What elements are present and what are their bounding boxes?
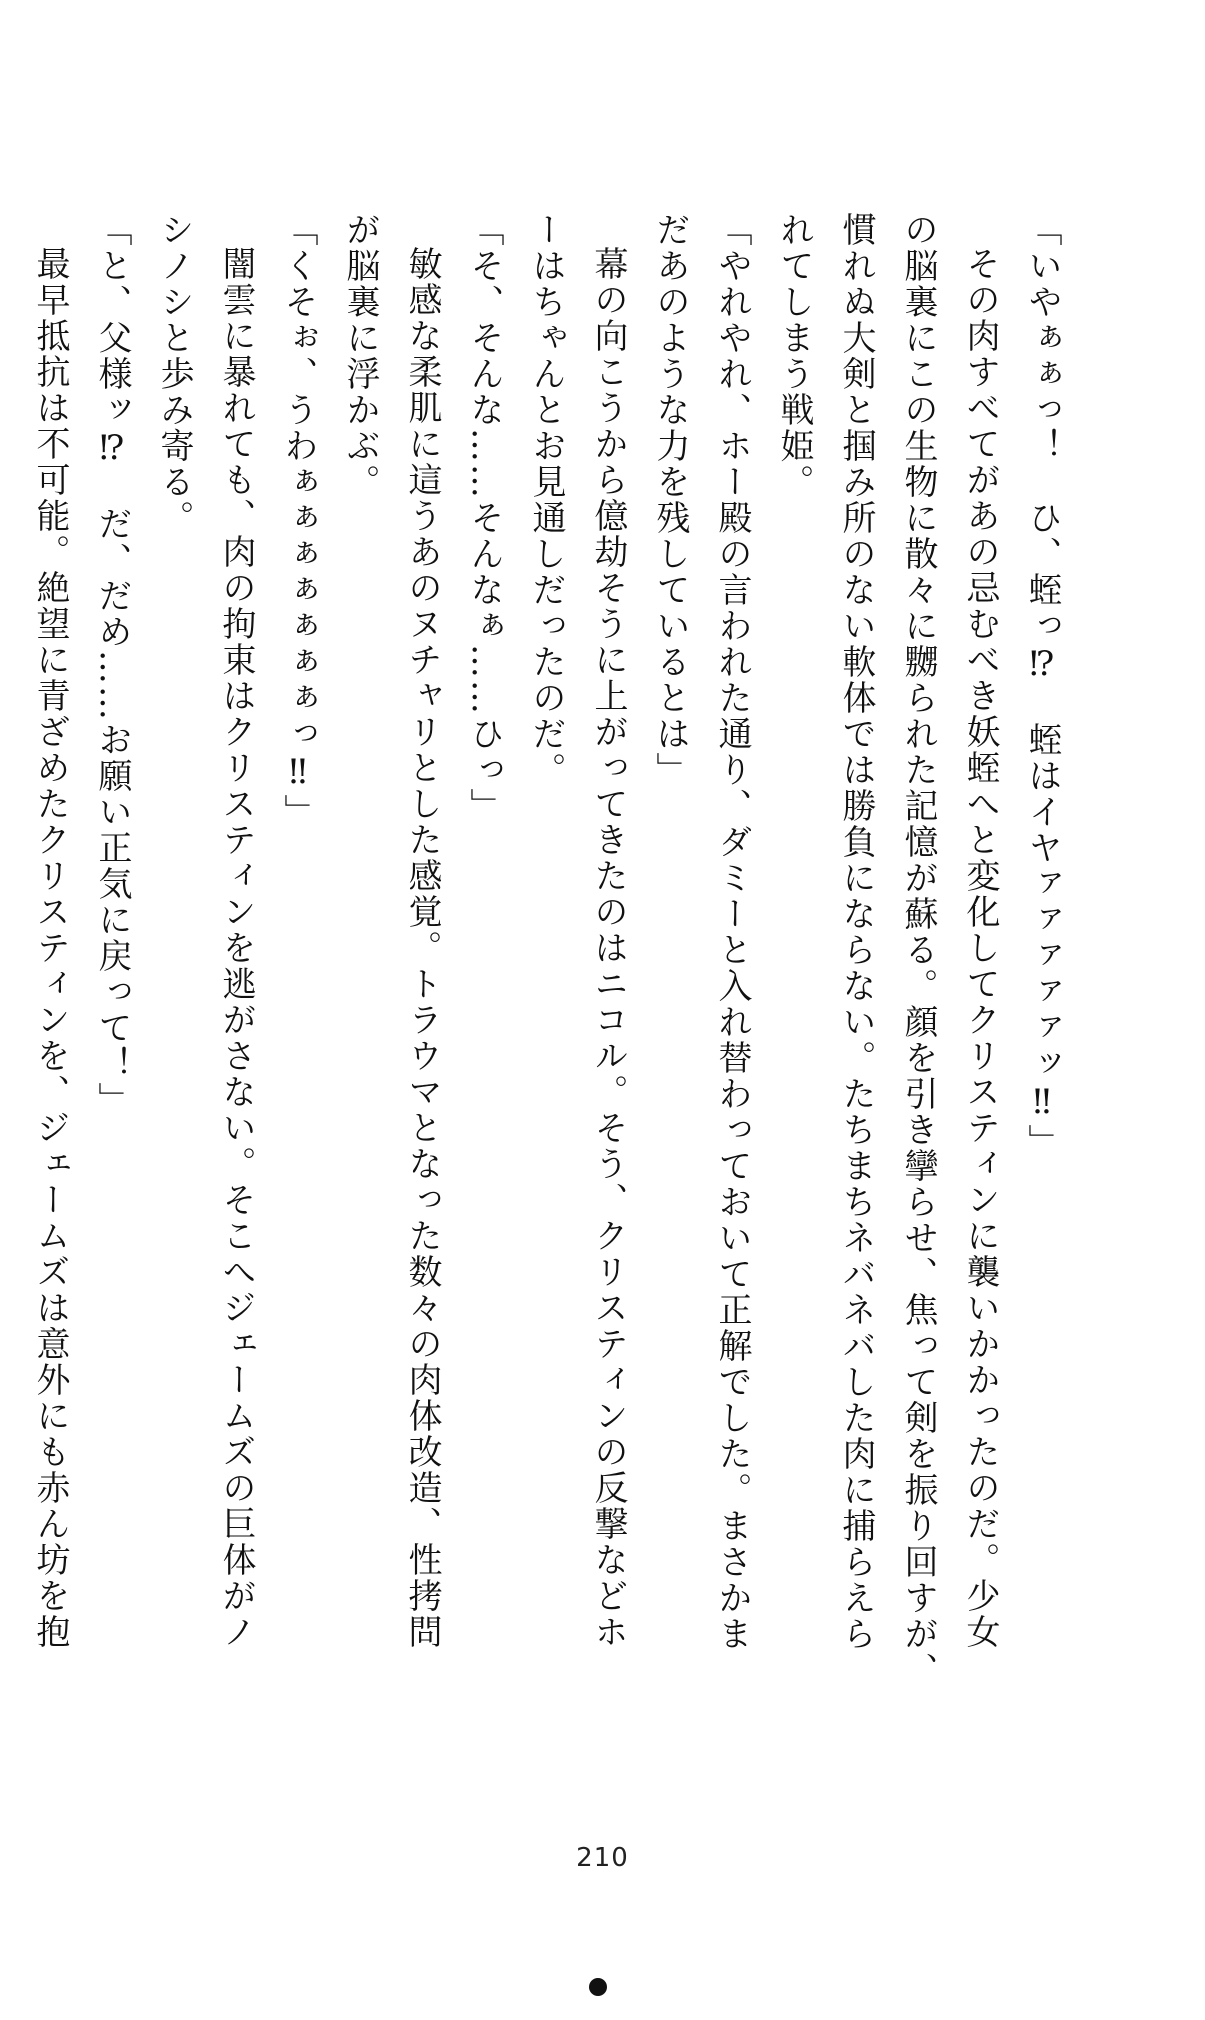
text-line: が脳裏に浮かぶ。 xyxy=(340,212,380,500)
text-line: 「そ、そんな……そんなぁ……ひっ」 xyxy=(464,212,504,824)
text-line: 最早抵抗は不可能。絶望に青ざめたクリスティンを、ジェームズは意外にも赤ん坊を抱 xyxy=(30,246,70,1650)
vertical-text-block xyxy=(30,212,1073,1688)
text-line: 闇雲に暴れても、肉の拘束はクリスティンを逃がさない。そこへジェームズの巨体がノ xyxy=(216,246,256,1650)
text-line: 「と、父様ッ⁉ だ、だめ……お願い正気に戻って！」 xyxy=(92,212,132,1118)
text-line: 敏感な柔肌に這うあのヌチャリとした感覚。トラウマとなった数々の肉体改造、性拷問 xyxy=(402,246,442,1650)
text-line: 「やれやれ、ホー殿の言われた通り、ダミーと入れ替わっておいて正解でした。まさかま xyxy=(712,212,752,1652)
page-marker-dot xyxy=(589,1978,607,1996)
text-line: だあのような力を残しているとは」 xyxy=(650,212,690,788)
text-line: その肉すべてがあの忌むべき妖蛭へと変化してクリスティンに襲いかかったのだ。少女 xyxy=(960,246,1000,1650)
page-number: 210 xyxy=(576,1843,629,1873)
text-line: 慣れぬ大剣と掴み所のない軟体では勝負にならない。たちまちネバネバした肉に捕らえら xyxy=(836,212,876,1652)
text-line: 幕の向こうから億劫そうに上がってきたのはニコル。そう、クリスティンの反撃などホ xyxy=(588,246,628,1650)
text-line: の脳裏にこの生物に散々に嬲られた記憶が蘇る。顔を引き攣らせ、焦って剣を振り回すが、 xyxy=(898,212,938,1688)
text-line: シノシと歩み寄る。 xyxy=(154,212,194,536)
text-line: 「くそぉ、うわぁぁぁぁぁぁぁっ‼」 xyxy=(278,212,318,830)
text-line: れてしまう戦姫。 xyxy=(774,212,814,500)
text-line: ーはちゃんとお見通しだったのだ。 xyxy=(526,212,566,788)
text-line: 「いやぁぁっ！ ひ、蛭っ⁉ 蛭はイヤァァァァァッ‼」 xyxy=(1022,212,1062,1160)
